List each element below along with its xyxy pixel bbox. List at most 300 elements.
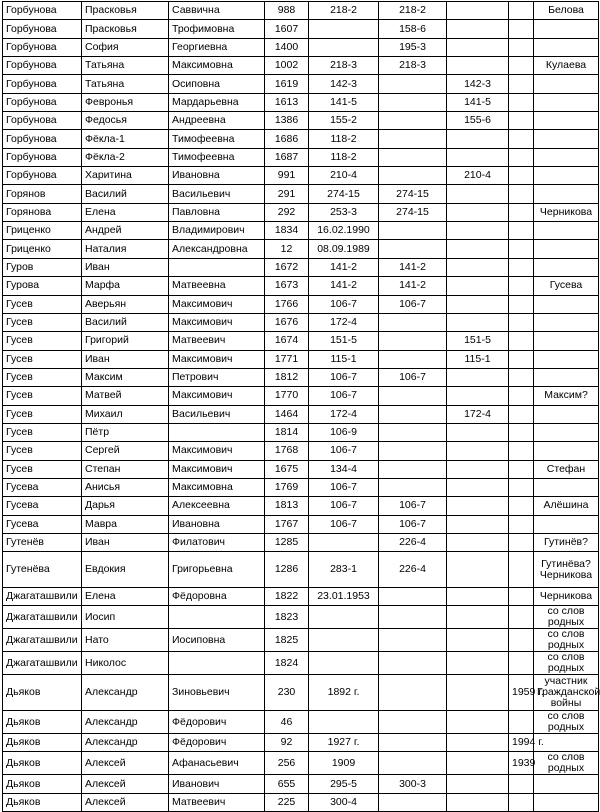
patronymic-cell: Максимович: [169, 460, 265, 478]
record-b-cell: [379, 405, 447, 423]
record-b-cell: 141-2: [379, 277, 447, 295]
patronymic-cell: Максимович: [169, 313, 265, 331]
number-cell: 1825: [265, 629, 309, 652]
year-cell: [509, 148, 534, 166]
year-cell: [509, 167, 534, 185]
number-cell: 1769: [265, 478, 309, 496]
patronymic-cell: Андреевна: [169, 112, 265, 130]
surname-cell: Горбунова: [3, 167, 82, 185]
surname-cell: Дьяков: [3, 711, 82, 734]
record-a-cell: 218-2: [309, 2, 379, 20]
record-a-cell: [309, 652, 379, 675]
note-cell: со слов родных: [534, 711, 599, 734]
first-name-cell: Иван: [82, 350, 169, 368]
table-row: [3, 185, 599, 203]
note-cell: [534, 222, 599, 240]
record-c-cell: [447, 222, 509, 240]
year-cell: [509, 711, 534, 734]
surname-cell: Дьяков: [3, 752, 82, 775]
number-cell: 988: [265, 2, 309, 20]
record-a-cell: 118-2: [309, 130, 379, 148]
record-c-cell: [447, 515, 509, 533]
record-b-cell: 274-15: [379, 185, 447, 203]
record-b-cell: [379, 112, 447, 130]
surname-cell: Гусев: [3, 387, 82, 405]
record-a-cell: 274-15: [309, 185, 379, 203]
note-cell: Черникова: [534, 588, 599, 606]
record-c-cell: [447, 57, 509, 75]
year-cell: [509, 57, 534, 75]
number-cell: 1770: [265, 387, 309, 405]
record-a-cell: 106-7: [309, 442, 379, 460]
surname-cell: Дьяков: [3, 675, 82, 711]
number-cell: 291: [265, 185, 309, 203]
surname-cell: Гутенёва: [3, 552, 82, 588]
table-row: [3, 38, 599, 56]
patronymic-cell: Алексеевна: [169, 497, 265, 515]
record-b-cell: 158-6: [379, 20, 447, 38]
table-row: [3, 75, 599, 93]
record-a-cell: 300-4: [309, 793, 379, 811]
table-row: [3, 711, 599, 734]
record-b-cell: [379, 167, 447, 185]
patronymic-cell: Васильевич: [169, 405, 265, 423]
first-name-cell: Татьяна: [82, 57, 169, 75]
record-a-cell: 141-2: [309, 258, 379, 276]
patronymic-cell: Матвеевич: [169, 332, 265, 350]
first-name-cell: Максим: [82, 368, 169, 386]
table-row: [3, 313, 599, 331]
number-cell: 1767: [265, 515, 309, 533]
first-name-cell: Иосип: [82, 606, 169, 629]
record-b-cell: 141-2: [379, 258, 447, 276]
year-cell: [509, 588, 534, 606]
record-a-cell: 106-7: [309, 515, 379, 533]
year-cell: [509, 652, 534, 675]
record-a-cell: 106-7: [309, 478, 379, 496]
table-row: [3, 629, 599, 652]
note-cell: [534, 350, 599, 368]
patronymic-cell: Александровна: [169, 240, 265, 258]
first-name-cell: Фёкла-1: [82, 130, 169, 148]
table-row: [3, 368, 599, 386]
year-cell: [509, 405, 534, 423]
surname-cell: Дьяков: [3, 734, 82, 752]
year-cell: 1994 г.: [509, 734, 534, 752]
table-row: [3, 423, 599, 441]
patronymic-cell: [169, 606, 265, 629]
first-name-cell: Аверьян: [82, 295, 169, 313]
record-b-cell: [379, 332, 447, 350]
record-b-cell: [379, 350, 447, 368]
surname-cell: Гриценко: [3, 240, 82, 258]
record-c-cell: [447, 734, 509, 752]
surname-cell: Гусева: [3, 478, 82, 496]
record-c-cell: 210-4: [447, 167, 509, 185]
table-row: [3, 93, 599, 111]
year-cell: [509, 93, 534, 111]
first-name-cell: Григорий: [82, 332, 169, 350]
year-cell: [509, 606, 534, 629]
patronymic-cell: Максимовна: [169, 57, 265, 75]
patronymic-cell: Осиповна: [169, 75, 265, 93]
record-a-cell: [309, 38, 379, 56]
record-b-cell: 218-3: [379, 57, 447, 75]
record-b-cell: 106-7: [379, 497, 447, 515]
surname-cell: Гусев: [3, 313, 82, 331]
table-row: [3, 203, 599, 221]
first-name-cell: Сергей: [82, 442, 169, 460]
patronymic-cell: Тимофеевна: [169, 130, 265, 148]
number-cell: 1673: [265, 277, 309, 295]
record-a-cell: 23.01.1953: [309, 588, 379, 606]
year-cell: [509, 38, 534, 56]
year-cell: [509, 20, 534, 38]
number-cell: 292: [265, 203, 309, 221]
table-row: [3, 606, 599, 629]
record-b-cell: [379, 675, 447, 711]
year-cell: [509, 258, 534, 276]
table-row: [3, 2, 599, 20]
note-cell: Белова: [534, 2, 599, 20]
record-c-cell: [447, 38, 509, 56]
patronymic-cell: Фёдорович: [169, 734, 265, 752]
surname-cell: Гриценко: [3, 222, 82, 240]
number-cell: 1619: [265, 75, 309, 93]
first-name-cell: Дарья: [82, 497, 169, 515]
number-cell: 46: [265, 711, 309, 734]
surname-cell: Горянова: [3, 203, 82, 221]
note-cell: [534, 258, 599, 276]
surname-cell: Гусев: [3, 405, 82, 423]
table-row: [3, 130, 599, 148]
surname-cell: Горянов: [3, 185, 82, 203]
patronymic-cell: Ивановна: [169, 167, 265, 185]
year-cell: [509, 75, 534, 93]
number-cell: 1814: [265, 423, 309, 441]
patronymic-cell: [169, 652, 265, 675]
record-b-cell: 218-2: [379, 2, 447, 20]
number-cell: 1686: [265, 130, 309, 148]
record-b-cell: [379, 478, 447, 496]
record-b-cell: [379, 460, 447, 478]
register-body: [3, 2, 599, 812]
note-cell: со слов родных: [534, 752, 599, 775]
record-c-cell: [447, 711, 509, 734]
surname-cell: Джагаташвили: [3, 606, 82, 629]
year-cell: [509, 478, 534, 496]
record-b-cell: [379, 734, 447, 752]
first-name-cell: Алексей: [82, 793, 169, 811]
table-row: [3, 734, 599, 752]
surname-cell: Горбунова: [3, 148, 82, 166]
first-name-cell: Александр: [82, 734, 169, 752]
number-cell: 1771: [265, 350, 309, 368]
first-name-cell: Прасковья: [82, 20, 169, 38]
table-row: [3, 258, 599, 276]
patronymic-cell: [169, 258, 265, 276]
surname-cell: Горбунова: [3, 112, 82, 130]
record-c-cell: [447, 533, 509, 551]
note-cell: [534, 167, 599, 185]
surname-cell: Джагаташвили: [3, 629, 82, 652]
table-row: [3, 148, 599, 166]
first-name-cell: Фёкла-2: [82, 148, 169, 166]
note-cell: [534, 148, 599, 166]
number-cell: 1613: [265, 93, 309, 111]
record-a-cell: 283-1: [309, 552, 379, 588]
note-cell: со слов родных: [534, 652, 599, 675]
record-c-cell: [447, 313, 509, 331]
patronymic-cell: Максимович: [169, 387, 265, 405]
note-cell: [534, 75, 599, 93]
record-a-cell: 295-5: [309, 775, 379, 793]
table-row: [3, 675, 599, 711]
first-name-cell: Николос: [82, 652, 169, 675]
record-c-cell: [447, 793, 509, 811]
burial-register-table: [2, 1, 599, 812]
patronymic-cell: Григорьевна: [169, 552, 265, 588]
patronymic-cell: Максимович: [169, 442, 265, 460]
record-a-cell: 142-3: [309, 75, 379, 93]
note-cell: [534, 332, 599, 350]
patronymic-cell: Владимирович: [169, 222, 265, 240]
year-cell: [509, 112, 534, 130]
record-c-cell: [447, 497, 509, 515]
note-cell: Черникова: [534, 203, 599, 221]
note-cell: [534, 20, 599, 38]
record-b-cell: [379, 652, 447, 675]
surname-cell: Горбунова: [3, 38, 82, 56]
surname-cell: Гусев: [3, 350, 82, 368]
first-name-cell: Иван: [82, 258, 169, 276]
year-cell: [509, 442, 534, 460]
record-c-cell: [447, 2, 509, 20]
record-b-cell: [379, 711, 447, 734]
first-name-cell: Марфа: [82, 277, 169, 295]
first-name-cell: Федосья: [82, 112, 169, 130]
first-name-cell: Мавра: [82, 515, 169, 533]
patronymic-cell: Афанасьевич: [169, 752, 265, 775]
record-b-cell: 274-15: [379, 203, 447, 221]
note-cell: Гутинёв?: [534, 533, 599, 551]
record-b-cell: [379, 130, 447, 148]
number-cell: 1834: [265, 222, 309, 240]
patronymic-cell: Максимович: [169, 295, 265, 313]
patronymic-cell: Павловна: [169, 203, 265, 221]
record-c-cell: [447, 588, 509, 606]
first-name-cell: Февронья: [82, 93, 169, 111]
record-c-cell: [447, 277, 509, 295]
record-b-cell: 106-7: [379, 295, 447, 313]
surname-cell: Горбунова: [3, 75, 82, 93]
record-c-cell: 141-5: [447, 93, 509, 111]
year-cell: [509, 240, 534, 258]
patronymic-cell: Фёдорович: [169, 711, 265, 734]
number-cell: 1768: [265, 442, 309, 460]
patronymic-cell: Тимофеевна: [169, 148, 265, 166]
patronymic-cell: Филатович: [169, 533, 265, 551]
first-name-cell: София: [82, 38, 169, 56]
record-a-cell: [309, 20, 379, 38]
note-cell: участник Гражданской войны: [534, 675, 599, 711]
record-b-cell: [379, 423, 447, 441]
record-a-cell: 151-5: [309, 332, 379, 350]
record-c-cell: [447, 606, 509, 629]
table-row: [3, 533, 599, 551]
record-b-cell: [379, 442, 447, 460]
year-cell: [509, 350, 534, 368]
record-c-cell: [447, 442, 509, 460]
record-c-cell: [447, 752, 509, 775]
record-b-cell: [379, 752, 447, 775]
record-c-cell: [447, 240, 509, 258]
surname-cell: Дьяков: [3, 775, 82, 793]
year-cell: [509, 222, 534, 240]
number-cell: 1285: [265, 533, 309, 551]
patronymic-cell: Иосиповна: [169, 629, 265, 652]
surname-cell: Гутенёв: [3, 533, 82, 551]
record-a-cell: 218-3: [309, 57, 379, 75]
record-b-cell: [379, 93, 447, 111]
note-cell: Максим?: [534, 387, 599, 405]
table-row: [3, 497, 599, 515]
first-name-cell: Анисья: [82, 478, 169, 496]
note-cell: со слов родных: [534, 629, 599, 652]
surname-cell: Горбунова: [3, 20, 82, 38]
surname-cell: Горбунова: [3, 57, 82, 75]
record-b-cell: 300-3: [379, 775, 447, 793]
record-a-cell: 1892 г.: [309, 675, 379, 711]
note-cell: [534, 775, 599, 793]
record-a-cell: [309, 629, 379, 652]
record-c-cell: [447, 552, 509, 588]
table-row: [3, 460, 599, 478]
surname-cell: Гусев: [3, 368, 82, 386]
table-row: [3, 57, 599, 75]
note-cell: со слов родных: [534, 606, 599, 629]
year-cell: [509, 533, 534, 551]
table-row: [3, 20, 599, 38]
table-row: [3, 588, 599, 606]
record-a-cell: 141-5: [309, 93, 379, 111]
surname-cell: Гусева: [3, 515, 82, 533]
note-cell: [534, 93, 599, 111]
number-cell: 12: [265, 240, 309, 258]
number-cell: 92: [265, 734, 309, 752]
record-c-cell: [447, 368, 509, 386]
record-c-cell: 142-3: [447, 75, 509, 93]
number-cell: 1824: [265, 652, 309, 675]
number-cell: 1822: [265, 588, 309, 606]
surname-cell: Гурова: [3, 277, 82, 295]
year-cell: [509, 515, 534, 533]
first-name-cell: Татьяна: [82, 75, 169, 93]
year-cell: [509, 552, 534, 588]
record-c-cell: [447, 203, 509, 221]
year-cell: [509, 2, 534, 20]
record-a-cell: 118-2: [309, 148, 379, 166]
first-name-cell: Василий: [82, 185, 169, 203]
first-name-cell: Александр: [82, 711, 169, 734]
note-cell: [534, 368, 599, 386]
record-a-cell: [309, 711, 379, 734]
record-c-cell: 115-1: [447, 350, 509, 368]
note-cell: [534, 313, 599, 331]
first-name-cell: Харитина: [82, 167, 169, 185]
surname-cell: Гусев: [3, 442, 82, 460]
record-c-cell: [447, 629, 509, 652]
first-name-cell: Александр: [82, 675, 169, 711]
surname-cell: Горбунова: [3, 93, 82, 111]
year-cell: [509, 313, 534, 331]
patronymic-cell: Петрович: [169, 368, 265, 386]
patronymic-cell: Матвеевна: [169, 277, 265, 295]
year-cell: [509, 793, 534, 811]
record-c-cell: [447, 478, 509, 496]
record-b-cell: 195-3: [379, 38, 447, 56]
number-cell: 256: [265, 752, 309, 775]
record-a-cell: 106-7: [309, 497, 379, 515]
record-a-cell: 106-7: [309, 368, 379, 386]
table-row: [3, 442, 599, 460]
note-cell: [534, 442, 599, 460]
year-cell: 1939: [509, 752, 534, 775]
table-row: [3, 350, 599, 368]
note-cell: Гусева: [534, 277, 599, 295]
record-b-cell: 226-4: [379, 552, 447, 588]
record-b-cell: 106-7: [379, 368, 447, 386]
number-cell: 1002: [265, 57, 309, 75]
number-cell: 1400: [265, 38, 309, 56]
record-c-cell: [447, 423, 509, 441]
table-row: [3, 775, 599, 793]
note-cell: [534, 295, 599, 313]
record-b-cell: [379, 588, 447, 606]
first-name-cell: Пётр: [82, 423, 169, 441]
number-cell: 230: [265, 675, 309, 711]
record-a-cell: 172-4: [309, 313, 379, 331]
record-a-cell: 115-1: [309, 350, 379, 368]
year-cell: [509, 497, 534, 515]
record-a-cell: 210-4: [309, 167, 379, 185]
surname-cell: Гусев: [3, 332, 82, 350]
record-a-cell: [309, 533, 379, 551]
year-cell: [509, 423, 534, 441]
number-cell: 1386: [265, 112, 309, 130]
patronymic-cell: Трофимовна: [169, 20, 265, 38]
patronymic-cell: Георгиевна: [169, 38, 265, 56]
note-cell: Кулаева: [534, 57, 599, 75]
table-row: [3, 277, 599, 295]
surname-cell: Гусев: [3, 423, 82, 441]
year-cell: [509, 387, 534, 405]
note-cell: Алёшина: [534, 497, 599, 515]
record-b-cell: [379, 148, 447, 166]
first-name-cell: Наталия: [82, 240, 169, 258]
table-row: [3, 405, 599, 423]
surname-cell: Джагаташвили: [3, 588, 82, 606]
patronymic-cell: Васильевич: [169, 185, 265, 203]
record-a-cell: 1909: [309, 752, 379, 775]
year-cell: [509, 277, 534, 295]
patronymic-cell: [169, 423, 265, 441]
number-cell: 1676: [265, 313, 309, 331]
year-cell: [509, 775, 534, 793]
patronymic-cell: Зиновьевич: [169, 675, 265, 711]
first-name-cell: Нато: [82, 629, 169, 652]
record-a-cell: [309, 606, 379, 629]
